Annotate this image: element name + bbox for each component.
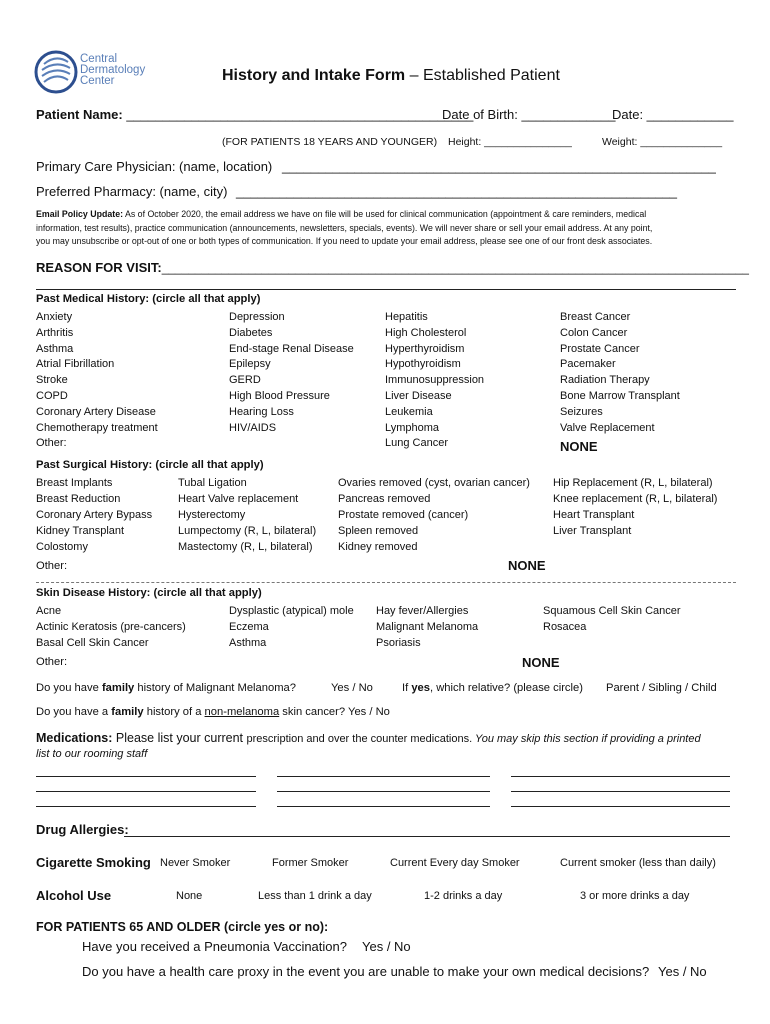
proxy-yesno[interactable]: Yes / No	[658, 964, 707, 979]
pmh-heading: Past Medical History: (circle all that apply)	[36, 293, 261, 305]
patient-name-field[interactable]: ________________________________________________	[126, 107, 474, 122]
email-policy-line-1: As of October 2020, the email address we have on file will be used for clinical communication (appointment & care reminders, medical	[123, 209, 647, 219]
pcp-label: Primary Care Physician: (name, location)	[36, 159, 273, 174]
medication-line[interactable]	[36, 776, 256, 777]
skin-option[interactable]: Hay fever/Allergies	[376, 605, 469, 617]
pmh-option[interactable]: High Cholesterol	[385, 326, 467, 339]
smoking-option[interactable]: Current Every day Smoker	[390, 857, 520, 869]
pharmacy-field[interactable]: _____________________________________________________________	[236, 184, 678, 199]
pharmacy-label: Preferred Pharmacy: (name, city)	[36, 184, 228, 199]
pmh-option[interactable]: Colon Cancer	[560, 326, 628, 339]
patient-name-label: Patient Name:	[36, 107, 123, 122]
height-field[interactable]: Height: _______________	[448, 136, 572, 148]
pmh-option[interactable]: Leukemia	[385, 405, 433, 418]
seniors-heading: FOR PATIENTS 65 AND OLDER (circle yes or no):	[36, 920, 329, 934]
pneumonia-yesno[interactable]: Yes / No	[362, 939, 411, 954]
psh-option[interactable]: Colostomy	[36, 541, 88, 553]
smoking-option[interactable]: Current smoker (less than daily)	[560, 857, 716, 869]
pneumonia-question: Have you received a Pneumonia Vaccination?	[82, 939, 347, 954]
pmh-option[interactable]: Coronary Artery Disease	[36, 405, 156, 418]
pmh-option[interactable]: Anxiety	[36, 311, 73, 323]
email-policy-line-3: you may unsubscribe or opt-out of one or both types of communication. If you need to update your email address, please see one of our front desk associates.	[36, 236, 653, 246]
psh-option[interactable]: Mastectomy (R, L, bilateral)	[178, 541, 313, 553]
pmh-option[interactable]: Valve Replacement	[560, 421, 655, 434]
proxy-question: Do you have a health care proxy in the event you are unable to make your own medical decisions?	[82, 964, 650, 979]
psh-option[interactable]: Liver Transplant	[553, 525, 632, 537]
psh-option[interactable]: Ovaries removed (cyst, ovarian cancer)	[338, 477, 530, 489]
psh-option[interactable]: Pancreas removed	[338, 493, 431, 505]
medications-instructions-line-2: list to our rooming staff	[36, 748, 148, 760]
allergies-field[interactable]	[124, 836, 730, 837]
psh-option[interactable]: Hysterectomy	[178, 509, 246, 521]
pmh-option[interactable]: Stroke	[36, 374, 68, 387]
pmh-option[interactable]: Epilepsy	[229, 358, 271, 371]
medication-line[interactable]	[277, 776, 490, 777]
medication-line[interactable]	[36, 806, 256, 807]
psh-option[interactable]: Spleen removed	[338, 525, 419, 537]
pmh-option[interactable]: Hyperthyroidism	[385, 342, 465, 355]
pmh-option[interactable]: Hypothyroidism	[385, 358, 461, 371]
title-bold: History and Intake Form	[222, 67, 406, 84]
psh-option[interactable]: Prostate removed (cancer)	[338, 509, 469, 521]
psh-option[interactable]: Tubal Ligation	[178, 477, 247, 489]
family-relative-options[interactable]: Parent / Sibling / Child	[606, 682, 717, 694]
reason-label: REASON FOR VISIT:	[36, 260, 162, 275]
email-policy-label: Email Policy Update:	[36, 209, 124, 219]
pmh-option[interactable]: Chemotherapy treatment	[36, 421, 158, 434]
page-title	[222, 67, 560, 85]
dob-field[interactable]: Date of Birth: _____________	[442, 107, 616, 122]
pmh-option[interactable]: Immunosuppression	[385, 374, 485, 387]
pmh-option[interactable]: Seizures	[560, 405, 603, 418]
medication-line[interactable]	[277, 791, 490, 792]
psh-option[interactable]: Coronary Artery Bypass	[36, 509, 153, 521]
pmh-option[interactable]: HIV/AIDS	[229, 421, 277, 434]
skin-option[interactable]: Actinic Keratosis (pre-cancers)	[36, 621, 186, 633]
pmh-option[interactable]: High Blood Pressure	[229, 390, 330, 402]
pmh-option[interactable]: Hearing Loss	[229, 405, 294, 418]
family-nonmelanoma-question[interactable]: Do you have a family history of a non-melanoma skin cancer? Yes / No	[36, 706, 390, 718]
family-melanoma-question: Do you have family history of Malignant Melanoma?	[36, 682, 296, 694]
psh-other-label: Other:	[36, 560, 68, 572]
weight-field[interactable]: Weight: ______________	[602, 136, 723, 148]
pmh-option[interactable]: Radiation Therapy	[560, 374, 650, 387]
skin-option[interactable]: Asthma	[229, 637, 267, 649]
medication-line[interactable]	[277, 806, 490, 807]
pmh-option[interactable]: Pacemaker	[560, 358, 616, 371]
skin-option[interactable]: Dysplastic (atypical) mole	[229, 605, 354, 617]
pmh-option[interactable]: Lung Cancer	[385, 437, 448, 450]
skin-option[interactable]: Rosacea	[543, 621, 587, 633]
pmh-option[interactable]: End-stage Renal Disease	[229, 342, 354, 355]
pmh-option[interactable]: Lymphoma	[385, 421, 440, 434]
pmh-option[interactable]: GERD	[229, 374, 261, 387]
pmh-none[interactable]: NONE	[560, 439, 598, 454]
skin-option[interactable]: Acne	[36, 605, 62, 617]
date-field[interactable]: Date: ____________	[612, 107, 734, 122]
skin-none[interactable]: NONE	[522, 655, 560, 670]
under18-label: (FOR PATIENTS 18 YEARS AND YOUNGER)	[222, 136, 438, 148]
psh-option[interactable]: Breast Reduction	[36, 493, 121, 505]
medications-instructions: Medications: Please list your current prescription and over the counter medications. You may skip this section if providing a printed	[36, 731, 701, 745]
alcohol-option[interactable]: None	[176, 890, 203, 902]
alcohol-label: Alcohol Use	[36, 888, 112, 903]
skin-option[interactable]: Eczema	[229, 621, 269, 633]
skin-option[interactable]: Squamous Cell Skin Cancer	[543, 605, 681, 617]
pmh-option[interactable]: COPD	[36, 390, 68, 402]
logo-line-1: Central	[80, 53, 118, 65]
alcohol-option[interactable]: 1-2 drinks a day	[424, 890, 503, 902]
email-policy-line-2: information, test results), practice communication (announcements, newsletters, specials, events). We will never share or sell your email address. At any point,	[36, 222, 653, 233]
psh-option[interactable]: Hip Replacement (R, L, bilateral)	[553, 477, 713, 489]
psh-option[interactable]: Knee replacement (R, L, bilateral)	[553, 493, 718, 505]
psh-option[interactable]: Lumpectomy (R, L, bilateral)	[178, 525, 317, 537]
psh-heading: Past Surgical History: (circle all that apply)	[36, 459, 264, 471]
pmh-option[interactable]: Depression	[229, 311, 285, 323]
pmh-option[interactable]: Breast Cancer	[560, 311, 631, 323]
pmh-option[interactable]: Prostate Cancer	[560, 342, 640, 355]
medication-line[interactable]	[511, 791, 730, 792]
allergies-label: Drug Allergies:	[36, 822, 129, 837]
skin-option[interactable]: Basal Cell Skin Cancer	[36, 637, 149, 649]
skin-option[interactable]: Psoriasis	[376, 637, 421, 649]
reason-field[interactable]: ________________________________________________________________________________________	[161, 261, 749, 275]
family-melanoma-yesno[interactable]: Yes / No	[331, 682, 373, 694]
pmh-option[interactable]: Liver Disease	[385, 390, 452, 402]
pcp-field[interactable]: ____________________________________________________________	[282, 159, 716, 174]
medication-line[interactable]	[36, 791, 256, 792]
title-rest: – Established Patient	[405, 67, 560, 84]
pmh-option[interactable]: Hepatitis	[385, 311, 428, 323]
logo-line-3: Center	[80, 75, 115, 87]
smoking-option[interactable]: Never Smoker	[160, 857, 231, 869]
pmh-option[interactable]: Bone Marrow Transplant	[560, 390, 680, 402]
alcohol-option[interactable]: 3 or more drinks a day	[580, 890, 690, 902]
pmh-option[interactable]: Asthma	[36, 342, 74, 355]
pmh-option[interactable]: Diabetes	[229, 326, 273, 339]
pmh-option[interactable]: Atrial Fibrillation	[36, 358, 115, 371]
divider	[36, 289, 736, 290]
divider	[36, 582, 736, 583]
logo-line-2: Dermatology	[80, 64, 146, 76]
alcohol-option[interactable]: Less than 1 drink a day	[258, 890, 372, 902]
psh-option[interactable]: Heart Transplant	[553, 509, 635, 521]
email-policy	[36, 208, 652, 249]
skin-heading: Skin Disease History: (circle all that apply)	[36, 587, 262, 599]
pmh-option[interactable]: Other:	[36, 437, 67, 450]
psh-option[interactable]: Kidney removed	[338, 541, 418, 553]
skin-option[interactable]: Malignant Melanoma	[376, 621, 479, 633]
smoking-option[interactable]: Former Smoker	[272, 857, 349, 869]
psh-option[interactable]: Heart Valve replacement	[178, 493, 299, 505]
family-relative-question: If yes, which relative? (please circle)	[402, 682, 583, 694]
skin-other-label: Other:	[36, 656, 68, 668]
logo	[34, 48, 164, 98]
psh-option[interactable]: Kidney Transplant	[36, 525, 125, 537]
psh-none[interactable]: NONE	[508, 558, 546, 573]
psh-option[interactable]: Breast Implants	[36, 477, 113, 489]
smoking-label: Cigarette Smoking	[36, 855, 151, 870]
logo-mark-icon	[34, 48, 78, 96]
pmh-option[interactable]: Arthritis	[36, 326, 74, 339]
medication-line[interactable]	[511, 806, 730, 807]
medication-line[interactable]	[511, 776, 730, 777]
